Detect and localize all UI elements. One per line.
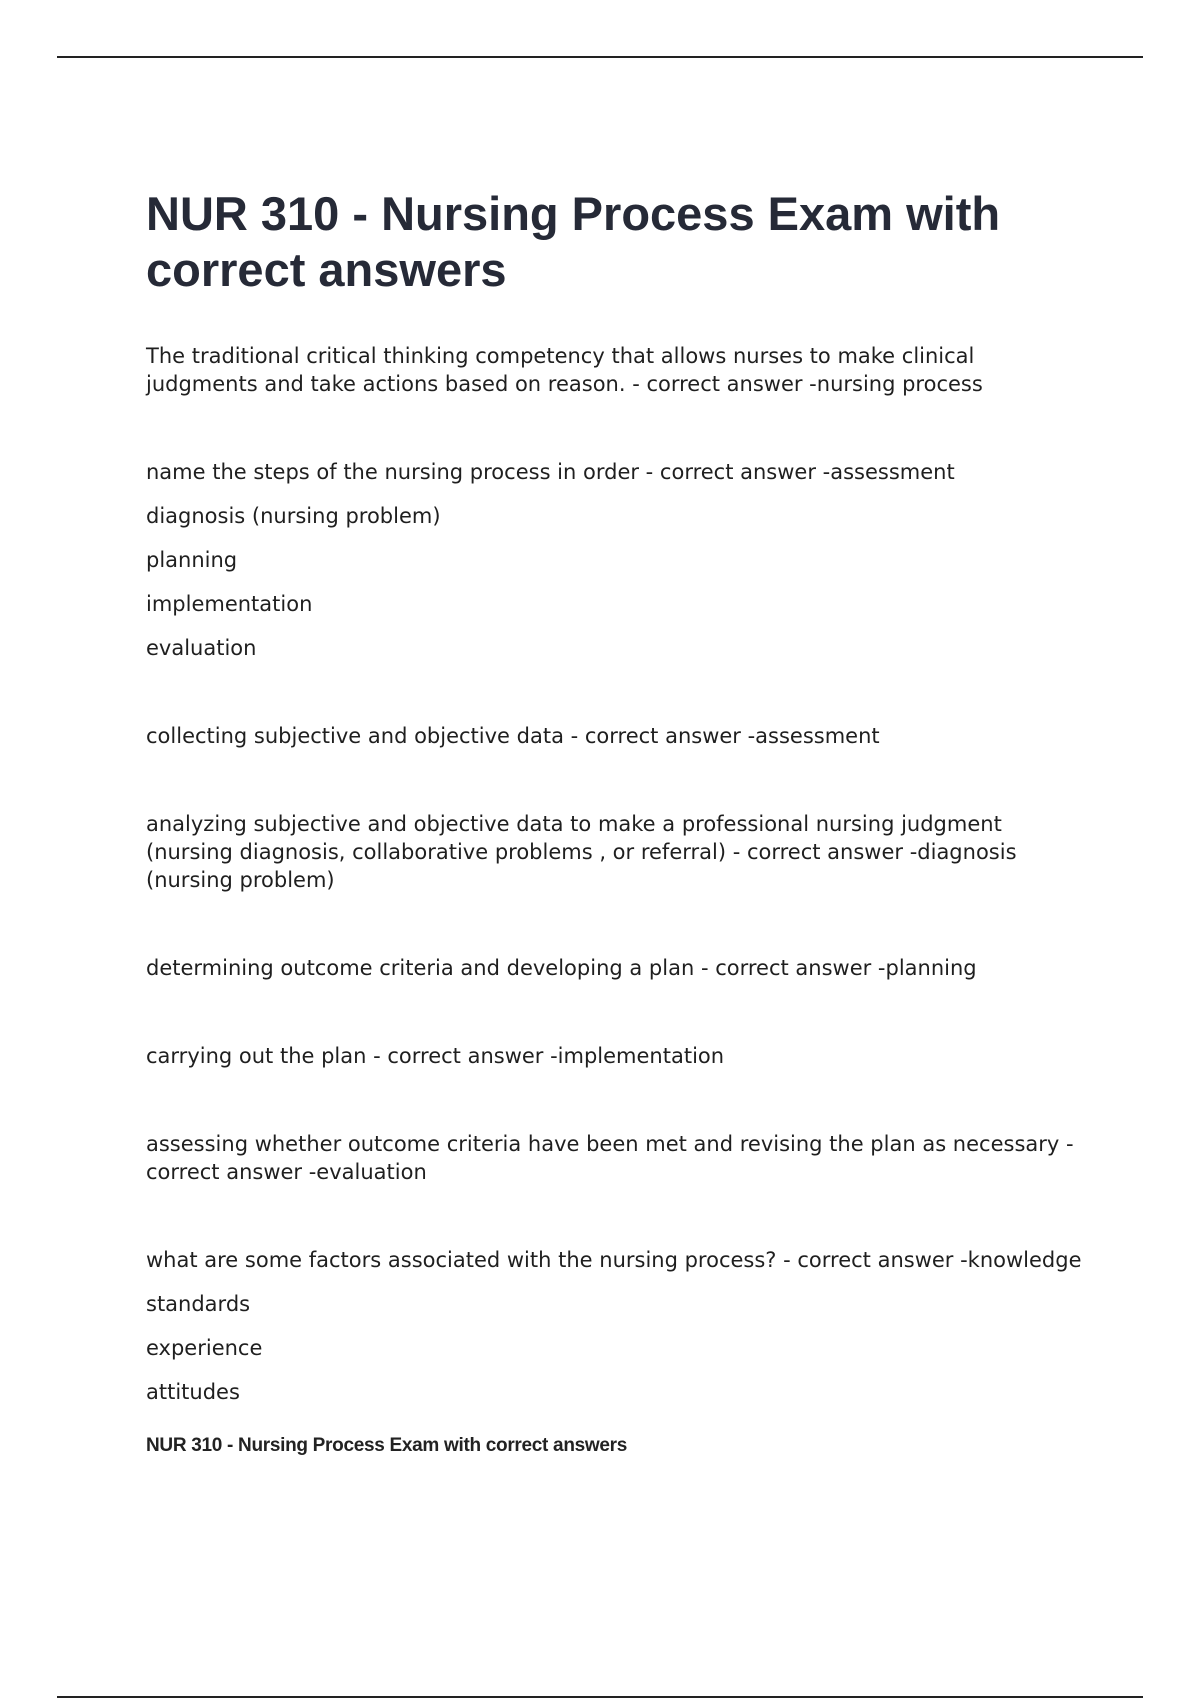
qa-item-4-question: analyzing subjective and objective data to make a professional nursing judgment (nursing diagnosis, collaborative problems , or referral) - correct answer -diagnosis (nursing problem) [146,812,1017,892]
bottom-rule [57,1696,1143,1698]
qa-item-3-question: collecting subjective and objective data - correct answer -assessment [146,724,880,748]
qa-item-5 [146,954,1086,982]
qa-item-6 [146,1042,1086,1070]
qa-item-3 [146,722,1086,750]
qa-item-2-line-4: evaluation [146,636,257,660]
qa-item-8-question: what are some factors associated with the nursing process? - correct answer -knowledge [146,1248,1082,1272]
qa-item-7-question: assessing whether outcome criteria have been met and revising the plan as necessary - correct answer -evaluation [146,1132,1074,1184]
top-rule [57,56,1143,58]
document-title: NUR 310 - Nursing Process Exam with correct answers [146,187,1001,296]
qa-item-2-line-3: implementation [146,592,313,616]
qa-item-1-question: The traditional critical thinking competency that allows nurses to make clinical judgments and take actions based on reason. - correct answer -nursing process [146,344,983,396]
qa-item-6-question: carrying out the plan - correct answer -implementation [146,1044,725,1068]
qa-item-7 [146,1130,1086,1186]
qa-item-2-line-1: diagnosis (nursing problem) [146,504,441,528]
qa-item-8 [146,1246,1086,1406]
qa-item-1 [146,342,1086,398]
qa-item-5-question: determining outcome criteria and developing a plan - correct answer -planning [146,956,977,980]
qa-item-2-question: name the steps of the nursing process in order - correct answer -assessment [146,460,955,484]
document-content [146,186,1086,1458]
footer-document-title: NUR 310 - Nursing Process Exam with correct answers [146,1435,628,1456]
qa-item-8-line-3: attitudes [146,1380,240,1404]
qa-item-4 [146,810,1086,894]
qa-item-8-line-2: experience [146,1336,263,1360]
qa-item-2 [146,458,1086,662]
qa-item-8-line-1: standards [146,1292,251,1316]
qa-item-2-line-2: planning [146,548,238,572]
